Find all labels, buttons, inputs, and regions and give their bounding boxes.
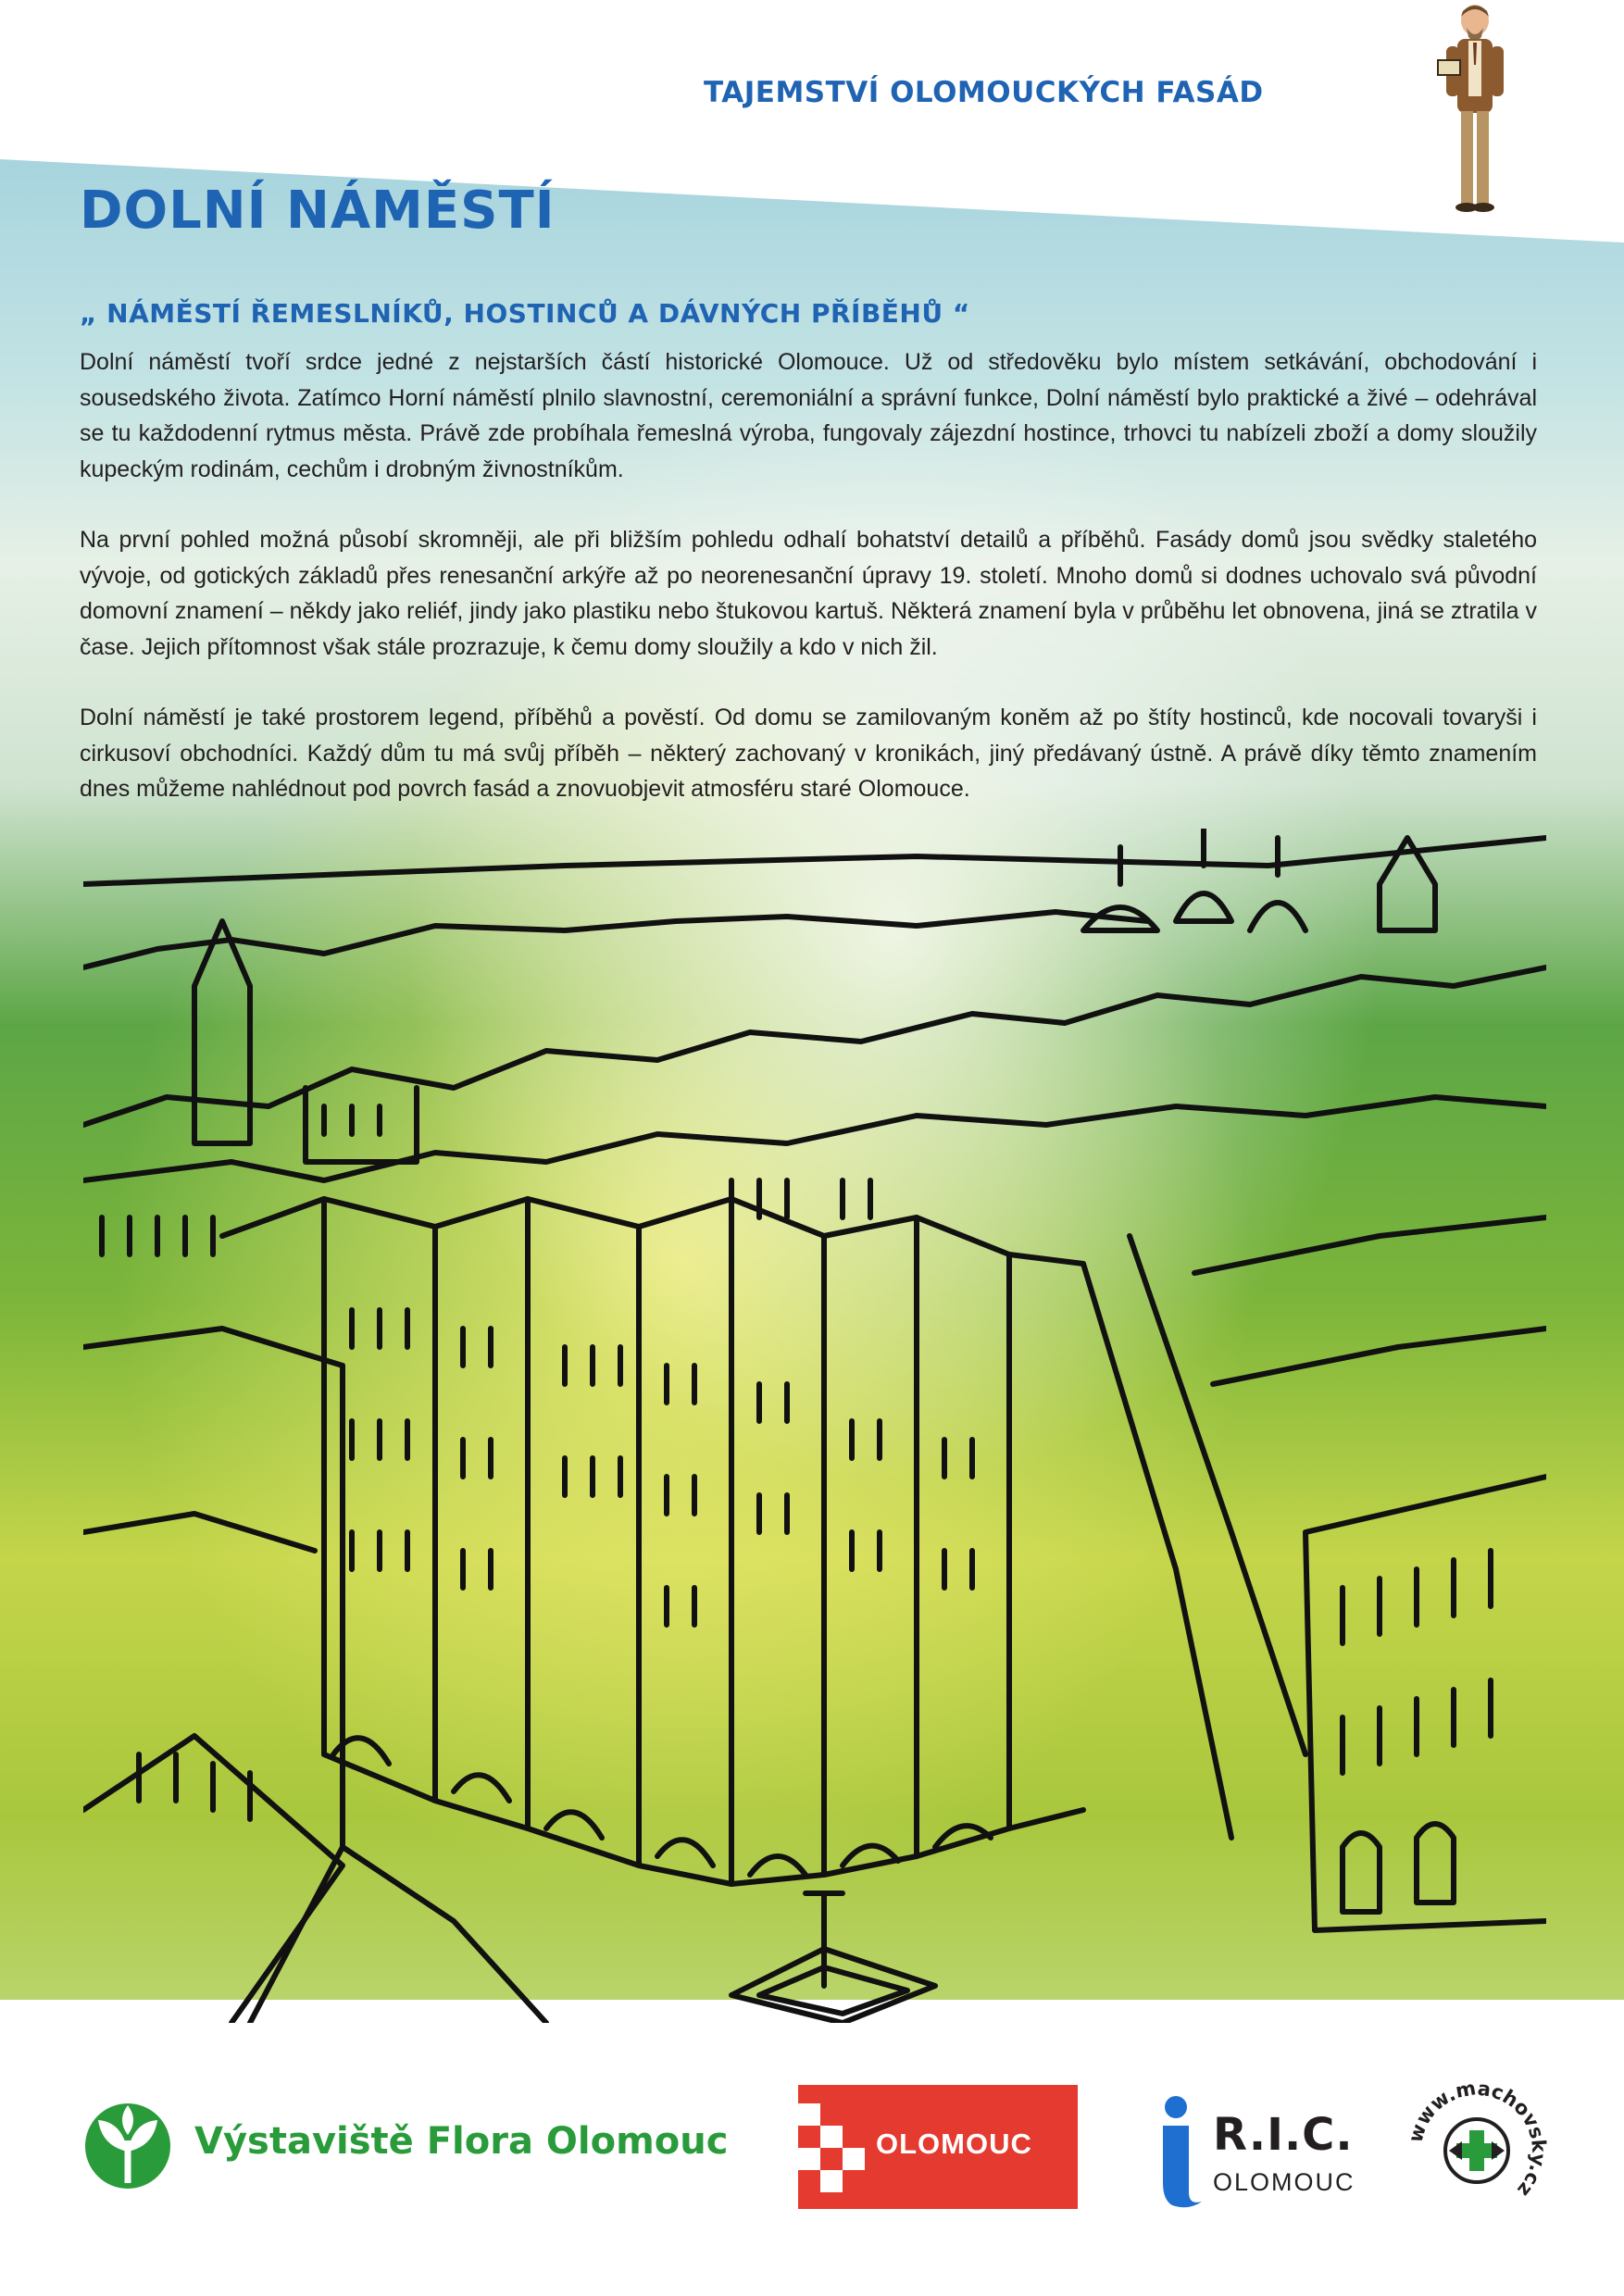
ric-logo-subtext: OLOMOUC bbox=[1213, 2168, 1355, 2196]
ric-olomouc-logo[interactable] bbox=[1148, 2090, 1370, 2211]
machovsky-emblem-icon bbox=[1403, 2077, 1551, 2225]
page-subtitle: „ NÁMĚSTÍ ŘEMESLNÍKŮ, HOSTINCŮ A DÁVNÝCH PŘÍBĚHŮ “ bbox=[80, 298, 970, 329]
olomouc-city-logo[interactable] bbox=[798, 2085, 1078, 2209]
guide-character-illustration bbox=[1424, 0, 1526, 222]
series-title: TAJEMSTVÍ OLOMOUCKÝCH FASÁD bbox=[704, 76, 1264, 109]
flora-olomouc-logo[interactable] bbox=[80, 2094, 765, 2196]
machovsky-logo[interactable] bbox=[1403, 2077, 1551, 2225]
flora-leaf-icon bbox=[80, 2094, 177, 2196]
info-i-icon bbox=[1148, 2090, 1211, 2211]
olomouc-checker-icon bbox=[798, 2085, 872, 2209]
body-text bbox=[80, 344, 1537, 842]
olomouc-logo-text: OLOMOUC bbox=[876, 2128, 1032, 2160]
flora-logo-text: Výstaviště Flora Olomouc bbox=[194, 2120, 729, 2163]
paragraph: Na první pohled možná působí skromněji, ale při bližším pohledu odhalí bohatství detailů a příběhů. Fasády domů jsou svědky staletého vývoje, od gotických základů přes renesanční arkýře až po neorenesanční úpravy 19. století. Mnoho domů si dodnes uchovalo svá původní domovní znamení – někdy jako reliéf, jindy jako plastiku nebo štukovou kartuš. Některá znamení byla v průběhu let obnovena, jiná se ztratila v čase. Jejich přítomnost však stále prozrazuje, k čemu domy sloužily a kdo v nich žil. bbox=[80, 527, 1537, 660]
ric-logo-text: R.I.C. bbox=[1213, 2109, 1354, 2161]
paragraph: Dolní náměstí tvoří srdce jedné z nejstarších částí historické Olomouce. Už od středověku bylo místem setkávání, obchodování i sousedského života. Zatímco Horní náměstí plnilo slavnostní, ceremoniální a správní funkce, Dolní náměstí bylo praktické a živé – odehrával se tu každodenní rytmus města. Právě zde probíhala řemeslná výroba, fungovaly zájezdní hostince, trhovci tu nabízeli zboží a domy sloužily kupeckým rodinám, cechům i drobným živnostníkům. bbox=[80, 349, 1537, 482]
paragraph: Dolní náměstí je také prostorem legend, příběhů a pověstí. Od domu se zamilovaným koněm až po štíty hostinců, kde nocovali tovaryši i cirkusoví obchodníci. Každý dům tu má svůj příběh – některý zachovaný v kronikách, jiný předávaný ústně. A právě díky těmto znamením dnes můžeme nahlédnout pod povrch fasád a znovuobjevit atmosféru staré Olomouce. bbox=[80, 705, 1537, 802]
page-title: DOLNÍ NÁMĚSTÍ bbox=[80, 181, 556, 241]
square-panorama-illustration bbox=[83, 829, 1546, 2023]
machovsky-logo-text: www.machovsky.cz bbox=[1404, 2077, 1551, 2202]
